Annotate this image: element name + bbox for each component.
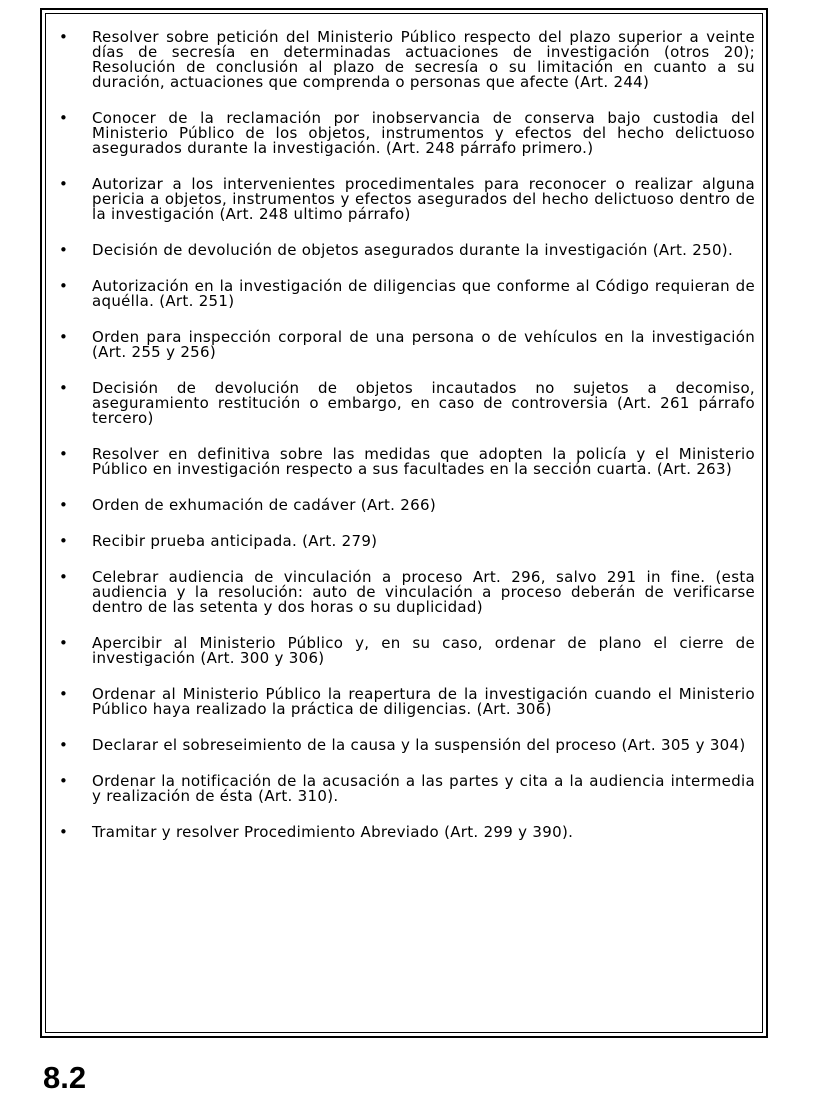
bullet-icon: • — [59, 736, 69, 754]
list-item — [55, 570, 755, 615]
list-item — [55, 30, 755, 90]
list-item — [55, 636, 755, 666]
bullet-icon: • — [59, 379, 69, 397]
list-item-text: Celebrar audiencia de vinculación a proceso Art. 296, salvo 291 in fine. (esta audiencia y la resolución: auto de vinculación a proceso deberán de verificarse dentro de las setenta y dos horas o su duplicidad) — [92, 568, 755, 616]
list-item-text: Resolver en definitiva sobre las medidas que adopten la policía y el Ministerio Público en investigación respecto a sus facultades en la sección cuarta. (Art. 263) — [92, 445, 755, 478]
bullet-icon: • — [59, 445, 69, 463]
list-item — [55, 330, 755, 360]
bullet-icon: • — [59, 823, 69, 841]
page-number: 8.2 — [43, 1060, 87, 1095]
bullet-icon: • — [59, 109, 69, 127]
bullet-icon: • — [59, 28, 69, 46]
list-item-text: Conocer de la reclamación por inobservancia de conserva bajo custodia del Ministerio Público de los objetos, instrumentos y efectos del hecho delictuoso asegurados durante la investigación. (Art. 248 párrafo primero.) — [92, 109, 755, 157]
list-item-text: Resolver sobre petición del Ministerio Público respecto del plazo superior a veinte días de secresía en determinadas actuaciones de investigación (otros 20); Resolución de conclusión al plazo de secresía o su limitación en cuanto a su duración, actuaciones que comprenda o personas que afecte (Art. 244) — [92, 28, 755, 91]
list-item-text: Ordenar la notificación de la acusación a las partes y cita a la audiencia intermedia y realización de ésta (Art. 310). — [92, 772, 755, 805]
bullet-icon: • — [59, 685, 69, 703]
document-frame — [40, 8, 768, 1038]
list-item — [55, 111, 755, 156]
list-item-text: Ordenar al Ministerio Público la reapertura de la investigación cuando el Ministerio Público haya realizado la práctica de diligencias. (Art. 306) — [92, 685, 755, 718]
bullet-icon: • — [59, 328, 69, 346]
list-item — [55, 279, 755, 309]
bullet-icon: • — [59, 277, 69, 295]
list-item-text: Apercibir al Ministerio Público y, en su caso, ordenar de plano el cierre de investigación (Art. 300 y 306) — [92, 634, 755, 667]
bullet-icon: • — [59, 568, 69, 586]
list-item — [55, 774, 755, 804]
list-item-text: Decisión de devolución de objetos asegurados durante la investigación (Art. 250). — [92, 241, 734, 259]
list-item — [55, 738, 755, 753]
list-item-text: Autorizar a los intervenientes procedimentales para reconocer o realizar alguna pericia a objetos, instrumentos y efectos asegurados del hecho delictuoso dentro de la investigación (Art. 248 ultimo párrafo) — [92, 175, 755, 223]
list-item-text: Tramitar y resolver Procedimiento Abreviado (Art. 299 y 390). — [92, 823, 574, 841]
list-item — [55, 687, 755, 717]
list-item-text: Decisión de devolución de objetos incautados no sujetos a decomiso, aseguramiento restitución o embargo, en caso de controversia (Art. 261 párrafo tercero) — [92, 379, 755, 427]
bullet-icon: • — [59, 496, 69, 514]
list-item-text: Autorización en la investigación de diligencias que conforme al Código requieran de aquélla. (Art. 251) — [92, 277, 755, 310]
list-item — [55, 534, 755, 549]
list-item-text: Orden de exhumación de cadáver (Art. 266) — [92, 496, 436, 514]
bullet-icon: • — [59, 532, 69, 550]
list-item-text: Recibir prueba anticipada. (Art. 279) — [92, 532, 378, 550]
bullet-icon: • — [59, 241, 69, 259]
list-item — [55, 498, 755, 513]
list-item — [55, 447, 755, 477]
list-item — [55, 381, 755, 426]
list-item-text: Orden para inspección corporal de una persona o de vehículos en la investigación (Art. 255 y 256) — [92, 328, 755, 361]
bullet-icon: • — [59, 772, 69, 790]
list-item — [55, 177, 755, 222]
list-item — [55, 243, 755, 258]
bullet-icon: • — [59, 634, 69, 652]
list-item — [55, 825, 755, 840]
document-content — [55, 30, 755, 861]
bullet-icon: • — [59, 175, 69, 193]
bullet-list — [55, 30, 755, 840]
list-item-text: Declarar el sobreseimiento de la causa y la suspensión del proceso (Art. 305 y 304) — [92, 736, 746, 754]
